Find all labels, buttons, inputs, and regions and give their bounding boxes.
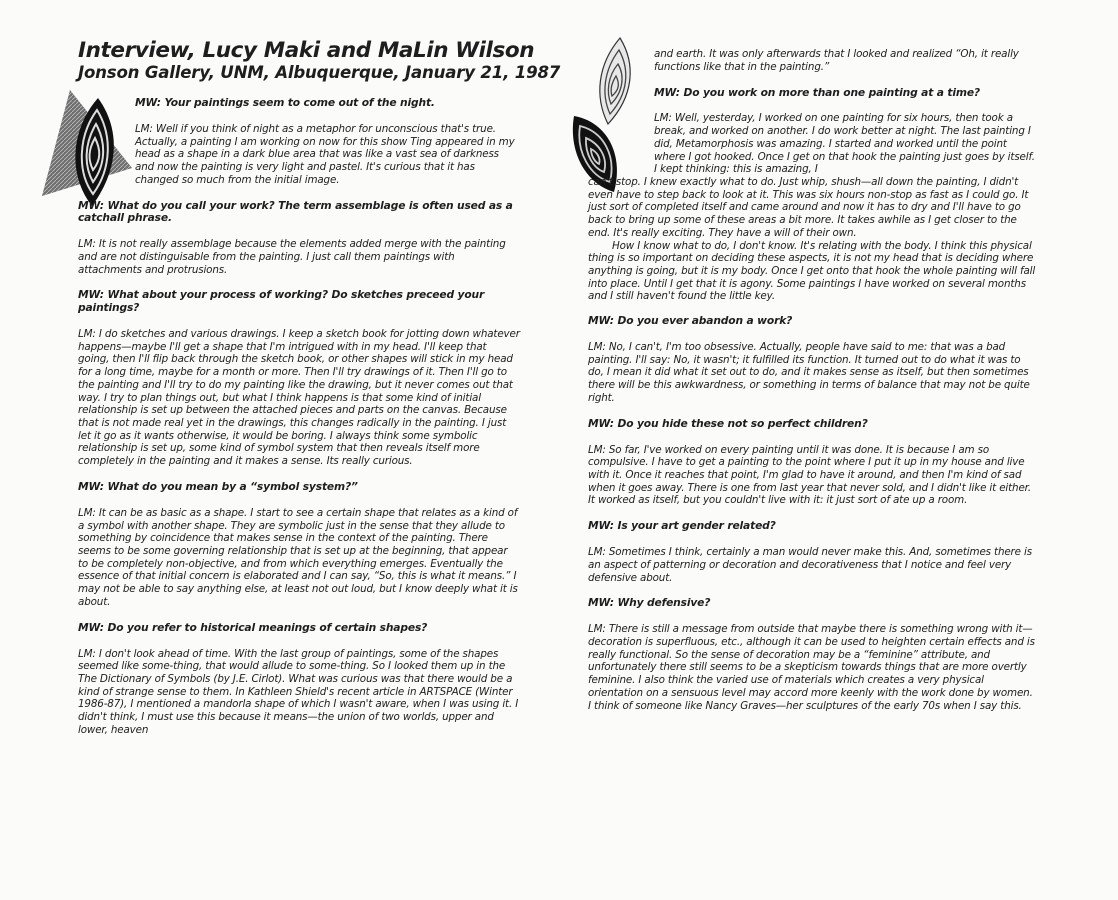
answer: LM: It can be as basic as a shape. I start to see a certain shape that relates as a kind of a symbol with another shape. They are symbolic just in the sense that they allude to something by coincidence that makes sense in the context of the painting. There seems to be some governing relationship that is set up at the beginning, that appear to be completely non-objective, and from which everything emerges. Eventually the essence of that initial concern is elaborated and I can say, “So, this is what it means.” I may not be able to say anything else, at least not out loud, but I know deeply what it is about. xyxy=(78,506,518,608)
answer-continued: and earth. It was only afterwards that I looked and realized “Oh, it really functions like that in the painting.” xyxy=(654,48,1019,73)
question: MW: Do you ever abandon a work? xyxy=(588,314,793,328)
answer: LM: Sometimes I think, certainly a man would never make this. And, sometimes there is an aspect of patterning or decoration and decorativeness that I notice and feel very defensive about. xyxy=(588,546,1032,584)
question: MW: What do you mean by a “symbol system?” xyxy=(78,480,358,493)
question: MW: Why defensive? xyxy=(588,596,711,610)
answer: LM: No, I can't, I'm too obsessive. Actually, people have said to me: that was a bad painting. I'll say: No, it wasn't; it fulfilled its function. It turned out to do what it was to do, I mean it did what it set out to do, and it makes sense as itself, but then sometimes there will be this awkwardness, or something in terms of balance that may not be quite right. xyxy=(588,340,1030,404)
answer-paragraph: How I know what to do, I don't know. It's relating with the body. I think this physical thing is so important on deciding these aspects, it is not my head that is deciding where anything is going, but it is my body. Once I get onto that hook the whole painting will fall into place. Until I get that it is agony. Some paintings I have worked on several months and I still haven't found the little key. xyxy=(588,239,1036,303)
question: MW: Is your art gender related? xyxy=(588,519,776,533)
question: MW: Do you hide these not so perfect children? xyxy=(588,416,868,430)
question: MW: Do you work on more than one painting at a time? xyxy=(654,85,980,99)
answer-continued: can't stop. I knew exactly what to do. Just whip, shush—all down the painting, I didn't even have to step back to look at it. This was six hours non-stop as fast as I could go. It just sort of completed itself and came around and now it has to dry and I'll have to go back to bring up some of these areas a bit more. It takes awhile as I get closer to the end. It's really exciting. They have a will of their own. xyxy=(588,176,1029,239)
answer: LM: There is still a message from outside that maybe there is something wrong with it—decoration is superfluous, etc., although it can be used to heighten certain effects and is really functional. So the sense of decoration may be a “feminine” attribute, and unfortunately there still seems to be a skepticism towards things that are more overtly feminine. I also think the varied use of materials which creates a very physical orientation on a sensuous level may accord more keenly with the work done by women. I think of someone like Nancy Graves—her sculptures of the early 70s when I say this. xyxy=(588,623,1035,712)
page-title: Interview, Lucy Maki and MaLin Wilson xyxy=(78,38,535,63)
answer: LM: I don't look ahead of time. With the last group of paintings, some of the shapes seemed like some-thing, that would allude to some-thing. So I looked them up in the The Dictionary of Symbols (by J.E. Cirlot). What was curious was that there would be a kind of strange sense to them. In Kathleen Shield's recent article in ARTSPACE (Winter 1986-87), I mentioned a mandorla shape of which I wasn't aware, when I was using it. I didn't think, I must use this because it means—the union of two worlds, upper and lower, heaven xyxy=(78,647,519,736)
answer: LM: It is not really assemblage because the elements added merge with the painting and are not distinguisable from the painting. I just call them paintings with attachments and protrusions. xyxy=(78,238,506,276)
question: MW: Your paintings seem to come out of the night. xyxy=(135,96,435,109)
question: MW: What do you call your work? The term assemblage is often used as a catchall phrase. xyxy=(78,198,513,225)
right-intro-block xyxy=(654,48,1038,176)
right-column xyxy=(588,48,1038,725)
left-column xyxy=(78,38,561,750)
answer: LM: Well, yesterday, I worked on one painting for six hours, then took a break, and worked on another. I do work better at night. The last painting I did, Metamorphosis was amazing. I started and worked until the point where I got hooked. Once I get on that hook the painting just goes by itself. I kept thinking: this is amazing, I xyxy=(654,112,1035,176)
answer: LM: Well if you think of night as a metaphor for unconscious that's true. Actually, a painting I am working on now for this show Ting appeared in my head as a shape in a dark blue area that was like a vast sea of darkness and now the painting is very light and pastel. It's curious that it has changed so much from the initial image. xyxy=(135,122,515,186)
question: MW: Do you refer to historical meanings of certain shapes? xyxy=(78,620,428,634)
intro-block xyxy=(135,97,520,186)
answer: LM: So far, I've worked on every painting until it was done. It is because I am so compulsive. I have to get a painting to the point where I put it up in my house and live with it. Once it reaches that point, I'm glad to have it around, and then I'm kind of sad when it goes away. There is one from last year that never sold, and I didn't like it either. It worked as itself, but you couldn't live with it: it just sort of ate up a room. xyxy=(588,443,1031,507)
page-subtitle: Jonson Gallery, UNM, Albuquerque, January 21, 1987 xyxy=(78,63,561,82)
question: MW: What about your process of working? Do sketches preceed your paintings? xyxy=(78,288,485,315)
answer: LM: I do sketches and various drawings. I keep a sketch book for jotting down whatever happens—maybe I'll get a shape that I'm intrigued with in my head. I'll keep that going, then I'll flip back through the sketch book, or other shapes will stick in my head for a long time, maybe for a month or more. Then I'll try drawings of it. Then I'll go to the painting and I'll try to do my painting like the drawing, but it never comes out that way. I try to plan things out, but what I think happens is that some kind of initial relationship is set up between the attached pieces and parts on the canvas. Because that is not made real yet in the drawings, this changes radically in the painting. I just let it go as it wants otherwise, it would be boring. I always think some symbolic relationship is set up, some kind of symbol system that then reveals itself more completely in the painting and it makes a sense. Its really curious. xyxy=(78,328,520,468)
